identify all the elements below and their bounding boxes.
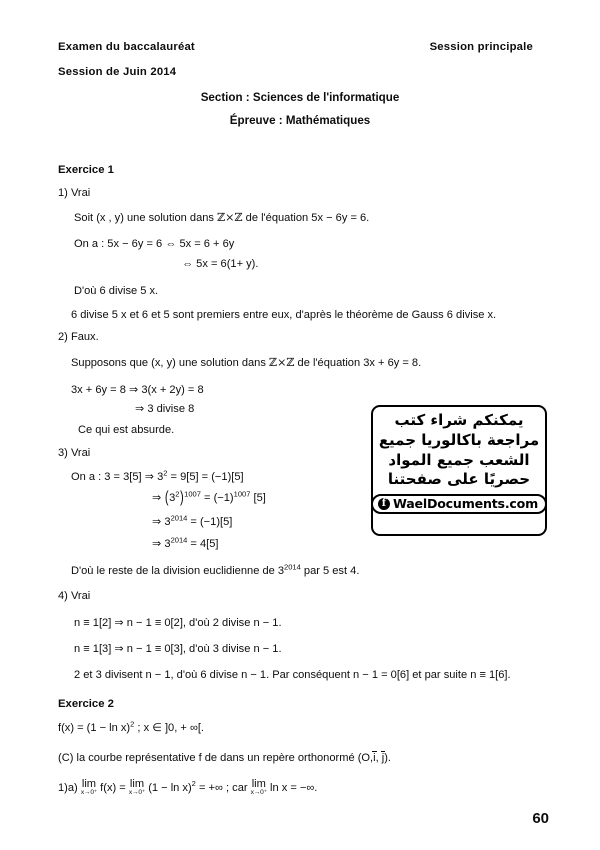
exercise-1-q1-line1	[74, 211, 369, 226]
q3-line4-suffix: = 4[5]	[187, 538, 219, 550]
watermark-line-1: يمكنكم شراء كتب	[394, 411, 524, 429]
exercise-1-q1-line2: On a : 5x − 6y = 6 ⇔ 5x = 6 + 6y	[74, 238, 235, 250]
exercise-1-title: Exercice 1	[58, 164, 114, 176]
q3-line2-arrow: ⇒	[152, 492, 162, 504]
exercise-1-q4-line1: n ≡ 1[2] ⇒ n − 1 ≡ 0[2], d'où 2 divise n − 1.	[74, 617, 282, 629]
q2-line1-text-a: Supposons que (x, y) une solution dans	[71, 357, 269, 369]
lim-1-top: lim	[81, 778, 97, 790]
exam-title: Examen du baccalauréat	[58, 41, 195, 53]
exercise-1-q1-answer: 1) Vrai	[58, 187, 91, 199]
exercise-1-q4-line2: n ≡ 1[3] ⇒ n − 1 ≡ 0[3], d'où 3 divise n − 1.	[74, 643, 282, 655]
exercise-1-q3-line2	[152, 488, 266, 507]
q3-line3-exponent: 2014	[170, 513, 188, 523]
watermark-line-3: الشعب جميع المواد	[388, 450, 530, 469]
limit-tail: ln x = −∞.	[270, 781, 318, 794]
lim-2-subscript: x→0⁺	[128, 789, 146, 797]
q3-line3-prefix: ⇒ 3	[152, 516, 171, 528]
limit-expression-exponent: 2	[191, 779, 196, 789]
q3-line2-base: 3	[169, 492, 176, 504]
exercise-1-q1-line4: D'où 6 divise 5 x.	[74, 285, 159, 297]
lim-1-subscript: x→0⁺	[80, 789, 98, 797]
fx-prefix: f(x) = (1 − ln x)	[58, 722, 131, 734]
exercise-1-q2-answer: 2) Faux.	[58, 331, 99, 343]
exercise-1-q3-answer: 3) Vrai	[58, 447, 91, 459]
q3-line5-exponent: 2014	[284, 562, 301, 572]
q3-line2-open-paren: (	[164, 488, 169, 507]
vector-i: i	[373, 752, 376, 764]
exercise-1-q2-line2: 3x + 6y = 8 ⇒ 3(x + 2y) = 8	[71, 384, 204, 396]
q3-line2-outer-exponent: 1007	[184, 489, 201, 499]
q3-line2-tail: [5]	[253, 492, 266, 504]
q3-line4-prefix: ⇒ 3	[152, 538, 171, 550]
watermark-line-2: مراجعة باكالوريا جميع	[378, 430, 540, 449]
page-number: 60	[532, 810, 549, 827]
q3-line2-eq: = (−1)	[204, 492, 234, 504]
watermark-url-pill[interactable]	[371, 494, 547, 514]
q1-line1-text-a: Soit (x , y) une solution dans	[74, 212, 218, 224]
watermark-url: WaelDocuments.com	[392, 496, 539, 512]
limit-label: 1)a)	[58, 781, 78, 794]
lim-2-top: lim	[129, 778, 145, 790]
limit-fx: f(x) =	[100, 781, 126, 794]
q3-line1-prefix: On a : 3 = 3[5] ⇒ 3	[71, 471, 164, 483]
exercise-1-q3-line5	[71, 562, 360, 579]
q3-line2-close-paren: )	[179, 488, 184, 507]
header-row-1	[58, 41, 545, 53]
exercise-1-q3-line4	[152, 535, 219, 552]
exercise-1-q4-answer: 4) Vrai	[58, 590, 91, 602]
section-line: Section : Sciences de l'informatique	[200, 91, 400, 104]
exercise-2-curve-line	[58, 751, 391, 766]
exercise-1-q1-line3: ⇔ 5x = 6(1+ y).	[182, 258, 259, 270]
exercise-1-q2-line4: Ce qui est absurde.	[78, 424, 175, 436]
exercise-2-limit-line	[58, 779, 317, 797]
exercise-2-title: Exercice 2	[58, 698, 114, 710]
q1-line1-text-b: de l'équation 5x − 6y = 6.	[242, 212, 370, 224]
q2-line1-text-b: de l'équation 3x + 6y = 8.	[294, 357, 422, 369]
watermark-stamp	[371, 405, 547, 536]
q3-line2-eq-exponent: 1007	[233, 489, 251, 499]
curve-text-a: (C) la courbe représentative f de dans un repère orthonormé (O,	[58, 752, 374, 764]
q3-line4-exponent: 2014	[170, 535, 188, 545]
session-date-label: Session de Juin 2014	[58, 66, 177, 78]
facebook-icon: f	[378, 498, 390, 510]
q3-line3-suffix: = (−1)[5]	[187, 516, 233, 528]
exercise-1-q2-line1	[71, 356, 421, 371]
limit-expression-prefix: (1 − ln x)	[148, 781, 192, 794]
limit-operator-3	[251, 779, 267, 797]
header-row-2	[58, 66, 545, 78]
q3-line5-text-a: D'où le reste de la division euclidienne de 3	[71, 565, 285, 577]
session-principale-label: Session principale	[429, 41, 533, 53]
watermark-line-4: حصريًا على صفحتنا	[387, 470, 531, 489]
exercise-1-q3-line3	[152, 513, 233, 530]
limit-operator-1	[81, 779, 97, 797]
q1-line1-zz: ℤ×ℤ	[217, 211, 243, 224]
lim-3-subscript: x→0⁺	[250, 789, 267, 797]
q3-line1-exponent: 2	[163, 468, 168, 478]
epreuve-line: Épreuve : Mathématiques	[229, 114, 371, 127]
vector-j: j	[381, 752, 385, 764]
lim-3-top: lim	[251, 778, 266, 790]
exercise-1-q1-line5: 6 divise 5 x et 6 et 5 sont premiers entre eux, d'après le théorème de Gauss 6 divise x.	[71, 309, 497, 321]
limit-operator-2	[129, 779, 145, 797]
exercise-1-q4-line3: 2 et 3 divisent n − 1, d'où 6 divise n − 1. Par conséquent n − 1 = 0[6] et par suite n ≡ 1[6].	[74, 669, 511, 681]
curve-separator: ,	[375, 752, 382, 764]
q3-line2-base-exponent: 2	[175, 489, 180, 499]
curve-text-b: ).	[384, 752, 391, 764]
q3-line5-text-b: par 5 est 4.	[300, 565, 360, 577]
limit-expression-tail: = +∞ ; car	[195, 781, 248, 794]
exercise-1-q2-line3: ⇒ 3 divise 8	[135, 403, 195, 415]
exercise-1-q3-line1	[71, 468, 244, 485]
q2-line1-zz: ℤ×ℤ	[268, 356, 295, 369]
fx-exponent: 2	[130, 719, 135, 729]
exercise-2-function-def	[58, 719, 205, 736]
q3-line1-suffix: = 9[5] = (−1)[5]	[167, 471, 244, 483]
fx-suffix: ; x ∈ ]0, + ∞[.	[134, 722, 205, 734]
